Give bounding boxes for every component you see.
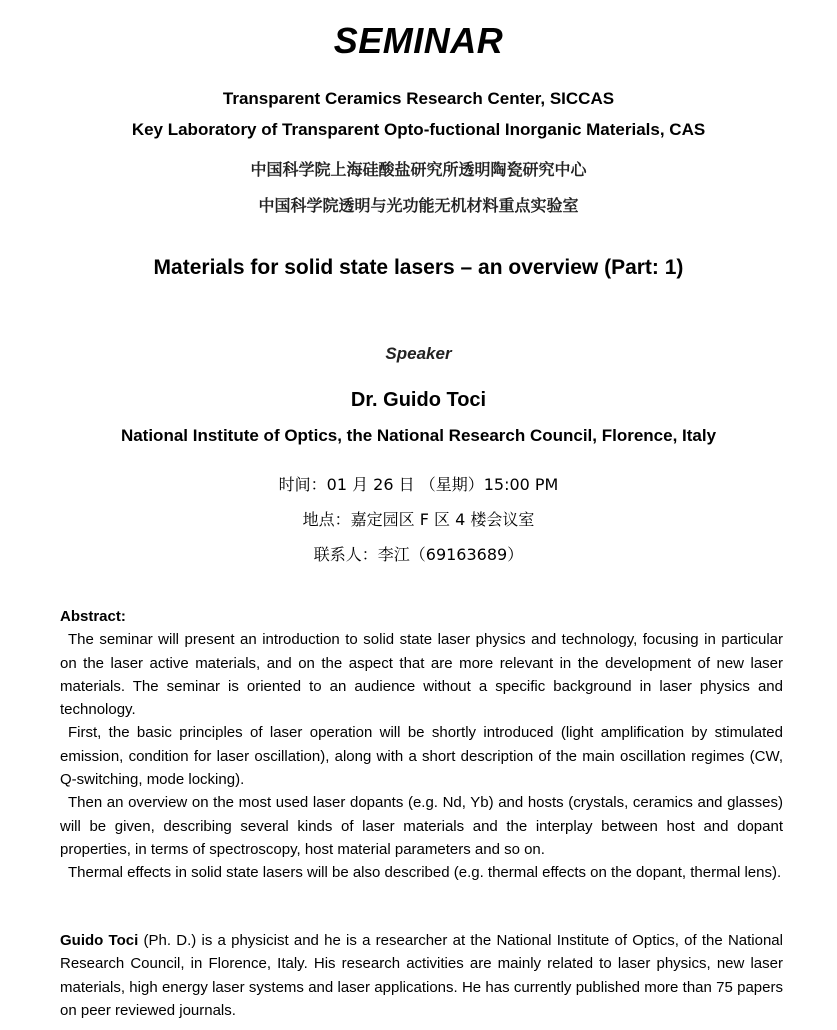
event-time: 时间：01 月 26 日 （星期）15:00 PM [278,475,559,494]
bio-speaker-name: Guido Toci [60,932,139,949]
document-title: SEMINAR [333,20,504,61]
event-place: 地点：嘉定园区 F 区 4 楼会议室 [302,510,535,529]
organization-name-en-1: Transparent Ceramics Research Center, SICCAS [222,89,615,108]
organization-name-cn-1: 中国科学院上海硅酸盐研究所透明陶瓷研究中心 [250,160,587,179]
abstract-paragraph: First, the basic principles of laser operation will be shortly introduced (light amplification by stimulated emission, condition for laser oscillation), along with a short description of the main oscillation regimes (CW, Q-switching, mode locking). [60,724,783,789]
organization-name-cn-2: 中国科学院透明与光功能无机材料重点实验室 [258,196,579,215]
speaker-label: Speaker [385,344,452,363]
event-contact: 联系人：李江（69163689） [313,545,524,564]
bio-text: (Ph. D.) is a physicist and he is a researcher at the National Institute of Optics, of the National Research Council, in Florence, Italy. His research activities are mainly related to laser physics, new laser materials, high energy laser systems and laser applications. He has currently published more than 75 papers on peer reviewed journals. [60,932,783,1019]
seminar-title: Materials for solid state lasers – an overview (Part: 1) [153,256,684,279]
speaker-affiliation: National Institute of Optics, the National Research Council, Florence, Italy [120,426,717,445]
abstract-paragraph: Thermal effects in solid state lasers will be also described (e.g. thermal effects on the dopant, thermal lens). [68,864,782,882]
speaker-name: Dr. Guido Toci [350,389,487,411]
organization-name-en-2: Key Laboratory of Transparent Opto-fuctional Inorganic Materials, CAS [131,120,706,139]
speaker-bio [60,929,783,1022]
abstract-heading: Abstract: [60,608,126,625]
abstract-section [60,605,783,885]
abstract-paragraph: The seminar will present an introduction to solid state laser physics and technology, focusing in particular on the laser active materials, and on the aspect that are more relevant in the development of new laser materials. The seminar is oriented to an audience without a specific background in laser physics and technology. [60,631,783,719]
abstract-paragraph: Then an overview on the most used laser dopants (e.g. Nd, Yb) and hosts (crystals, ceramics and glasses) will be given, describing several kinds of laser materials and the interplay between host and dopant properties, in terms of spectroscopy, host material parameters and so on. [60,794,783,858]
